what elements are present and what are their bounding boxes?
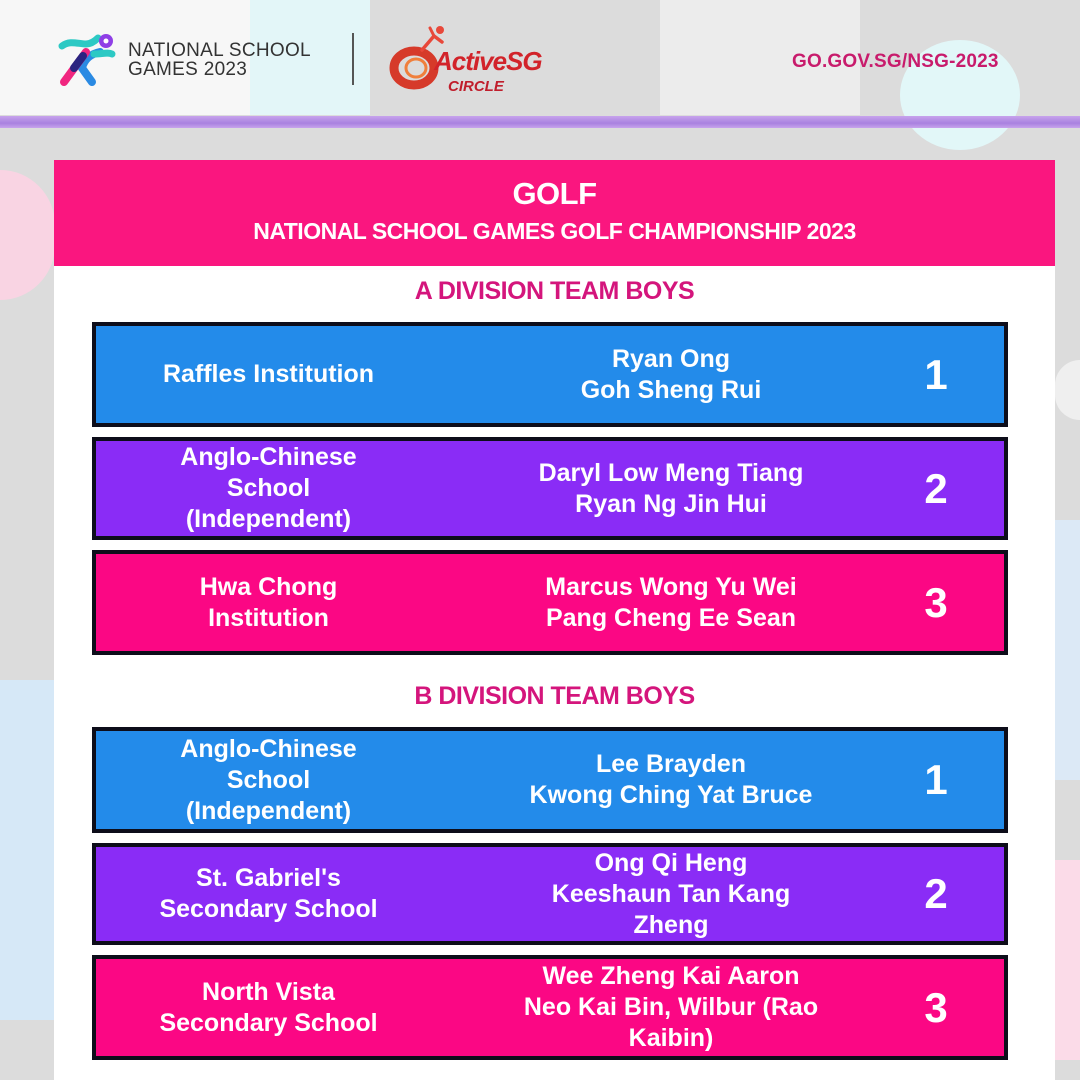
background-shape [1055, 360, 1080, 420]
player-names [441, 441, 901, 536]
division-heading: A DIVISION TEAM BOYS [414, 277, 695, 305]
player-name: Marcus Wong Yu Wei [545, 572, 797, 601]
school-name [96, 326, 441, 423]
school-name-line: School [226, 474, 311, 502]
school-name [96, 731, 441, 829]
placing: 1 [924, 756, 948, 803]
player-name: Neo Kai Bin, Wilbur (Rao [523, 993, 819, 1021]
event-title: NATIONAL SCHOOL GAMES GOLF CHAMPIONSHIP 2023 [253, 218, 856, 244]
school-name-line: Anglo-Chinese [180, 443, 357, 471]
school-name [96, 554, 441, 651]
player-names [441, 847, 901, 941]
placing: 2 [924, 464, 948, 512]
school-name-line: Raffles Institution [162, 360, 375, 388]
background-shape [0, 170, 55, 300]
result-row [92, 955, 1008, 1060]
player-name: Pang Cheng Ee Sean [545, 603, 797, 632]
school-name [96, 441, 441, 536]
placing: 1 [924, 350, 948, 398]
player-name: Wee Zheng Kai Aaron [542, 962, 800, 990]
player-name: Zheng [633, 910, 709, 939]
placing: 3 [924, 983, 948, 1031]
school-name-line: Secondary School [159, 1008, 378, 1037]
sport-title: GOLF [512, 176, 597, 211]
school-name [96, 959, 441, 1056]
background-shape [1055, 520, 1080, 780]
school-name-line: Secondary School [159, 895, 378, 923]
school-name-line: Institution [208, 603, 329, 632]
activesg-logo [388, 22, 558, 98]
school-name-line: School [226, 765, 311, 794]
player-name: Ryan Ng Jin Hui [575, 489, 767, 518]
school-name [96, 847, 441, 941]
school-name-line: St. Gabriel's [196, 864, 341, 892]
result-row [92, 437, 1008, 540]
placing: 2 [924, 870, 948, 917]
activesg-logo-text: ActiveSG [434, 46, 542, 76]
player-name: Kaibin) [628, 1024, 714, 1052]
school-name-line: Hwa Chong [199, 572, 338, 601]
player-names [441, 326, 901, 423]
player-name: Ryan Ong [611, 344, 731, 373]
player-names [441, 731, 901, 829]
runner-logo-icon [56, 32, 118, 88]
player-name: Keeshaun Tan Kang [551, 879, 791, 908]
player-name: Daryl Low Meng Tiang [538, 458, 804, 487]
website-url[interactable]: GO.GOV.SG/NSG-2023 [792, 51, 999, 72]
nsg-logo [56, 30, 386, 90]
player-name: Ong Qi Heng [594, 848, 748, 877]
player-names [441, 554, 901, 651]
activesg-logo-subtext: CIRCLE [448, 78, 504, 95]
school-name-line: (Independent) [185, 505, 352, 533]
player-name: Goh Sheng Rui [580, 375, 762, 404]
result-row [92, 843, 1008, 945]
player-name: Kwong Ching Yat Bruce [529, 781, 813, 809]
result-row [92, 727, 1008, 833]
school-name-line: Anglo-Chinese [180, 734, 357, 763]
player-name: Lee Brayden [595, 750, 747, 778]
logo-divider [352, 33, 354, 85]
background-shape [0, 680, 55, 1020]
header [0, 0, 1080, 116]
player-names [441, 959, 901, 1056]
results-card [54, 160, 1055, 1080]
header-divider-bar [0, 116, 1080, 128]
school-name-line: North Vista [202, 977, 335, 1006]
school-name-line: (Independent) [185, 796, 352, 825]
division-heading: B DIVISION TEAM BOYS [414, 682, 695, 710]
nsg-logo-text: GAMES 2023 [128, 59, 248, 80]
title-banner [54, 160, 1055, 266]
result-row [92, 322, 1008, 427]
nsg-logo-text: NATIONAL SCHOOL [128, 40, 311, 61]
placing: 3 [924, 578, 948, 626]
background-shape [1055, 860, 1080, 1060]
result-row [92, 550, 1008, 655]
